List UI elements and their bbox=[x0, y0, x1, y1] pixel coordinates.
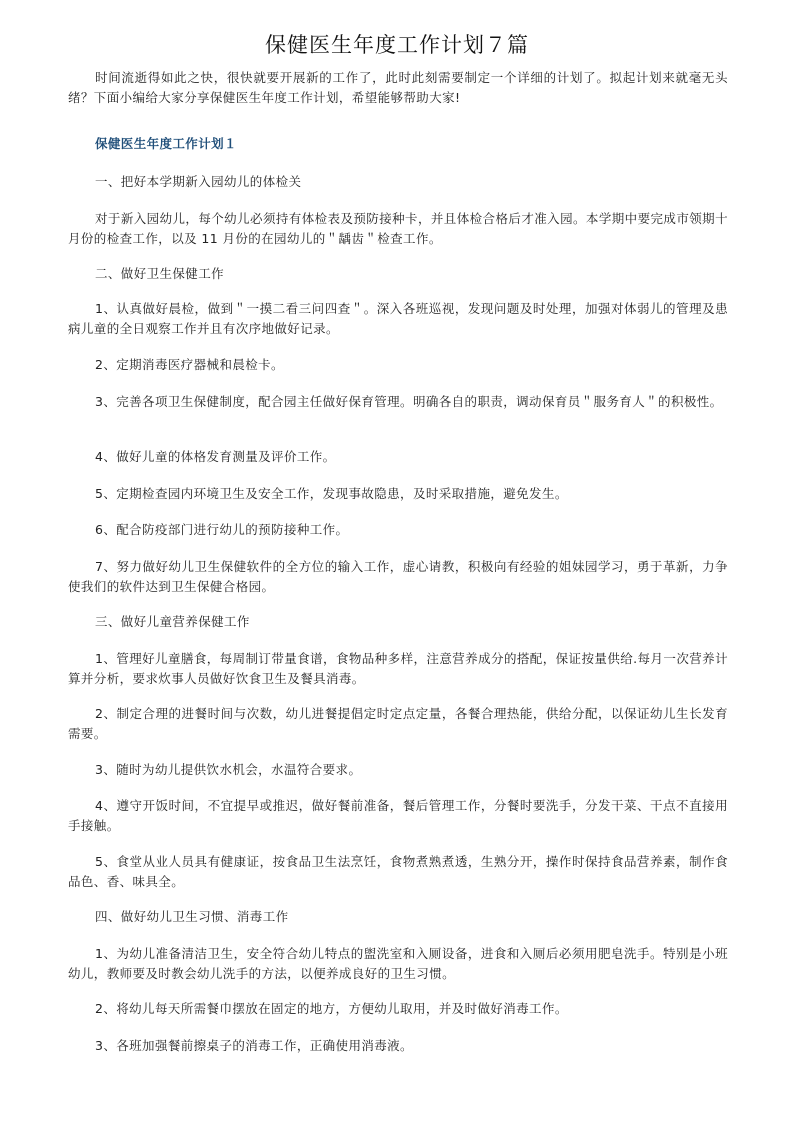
section-3-paragraph-2: 2、制定合理的进餐时间与次数，幼儿进餐提倡定时定点定量，各餐合理热能，供给分配，以保证幼儿生长发育需要。 bbox=[68, 706, 728, 741]
section-1-heading: 一、把好本学期新入园幼儿的体检关 bbox=[95, 174, 302, 189]
document-title: 保健医生年度工作计划７篇 bbox=[265, 33, 529, 57]
section-3-paragraph-5: 5、食堂从业人员具有健康证，按食品卫生法烹饪，食物煮熟煮透，生熟分开，操作时保持食品营养素，制作食品色、香、味具全。 bbox=[68, 854, 728, 889]
section-3-paragraph-4: 4、遵守开饭时间，不宜提早或推迟，做好餐前准备，餐后管理工作，分餐时要洗手，分发干菜、干点不直接用手接触。 bbox=[68, 798, 728, 833]
section-4-paragraph-3: 3、各班加强餐前擦桌子的消毒工作，正确使用消毒液。 bbox=[95, 1038, 413, 1053]
section-4-paragraph-2: 2、将幼儿每天所需餐巾摆放在固定的地方，方便幼儿取用，并及时做好消毒工作。 bbox=[95, 1001, 568, 1016]
section-4-paragraph-1: 1、为幼儿准备清洁卫生，安全符合幼儿特点的盥洗室和入厕设备，进食和入厕后必须用肥皂洗手。特别是小班幼儿，教师要及时教会幼儿洗手的方法，以便养成良好的卫生习惯。 bbox=[68, 946, 728, 981]
section-2-paragraph-2: 2、定期消毒医疗器械和晨检卡。 bbox=[95, 357, 284, 372]
section-2-heading: 二、做好卫生保健工作 bbox=[95, 266, 225, 281]
section-3-paragraph-1: 1、管理好儿童膳食，每周制订带量食谱，食物品种多样，注意营养成分的搭配，保证按量供给.每月一次营养计算并分析，要求炊事人员做好饮食卫生及餐具消毒。 bbox=[68, 651, 728, 686]
section-2-paragraph-4: 4、做好儿童的体格发育测量及评价工作。 bbox=[95, 449, 336, 464]
section-3-paragraph-3: 3、随时为幼儿提供饮水机会，水温符合要求。 bbox=[95, 762, 362, 777]
section-4-heading: 四、做好幼儿卫生习惯、消毒工作 bbox=[95, 909, 289, 924]
plan-1-title: 保健医生年度工作计划１ bbox=[95, 136, 237, 151]
section-2-paragraph-1: 1、认真做好晨检，做到＂一摸二看三问四查＂。深入各班巡视，发现问题及时处理，加强对体弱儿的管理及患病儿童的全日观察工作并且有次序地做好记录。 bbox=[68, 301, 728, 336]
section-3-heading: 三、做好儿童营养保健工作 bbox=[95, 614, 250, 629]
intro-paragraph: 时间流逝得如此之快，很快就要开展新的工作了，此时此刻需要制定一个详细的计划了。拟起计划来就毫无头绪？下面小编给大家分享保健医生年度工作计划，希望能够帮助大家! bbox=[68, 70, 728, 105]
section-2-paragraph-7: 7、努力做好幼儿卫生保健软件的全方位的输入工作，虚心请教，积极向有经验的姐妹园学习，勇于革新，力争使我们的软件达到卫生保健合格园。 bbox=[68, 559, 728, 594]
section-2-paragraph-3: 3、完善各项卫生保健制度，配合园主任做好保育管理。明确各自的职责，调动保育员＂服务育人＂的积极性。 bbox=[95, 394, 723, 409]
section-2-paragraph-6: 6、配合防疫部门进行幼儿的预防接种工作。 bbox=[95, 522, 349, 537]
section-2-paragraph-5: 5、定期检查园内环境卫生及安全工作，发现事故隐患，及时采取措施，避免发生。 bbox=[95, 486, 568, 501]
section-1-paragraph-1: 对于新入园幼儿，每个幼儿必须持有体检表及预防接种卡，并且体检合格后才准入园。本学期中要完成市领期十月份的检查工作，以及 11 月份的在园幼儿的＂龋齿＂检查工作。 bbox=[68, 211, 728, 246]
